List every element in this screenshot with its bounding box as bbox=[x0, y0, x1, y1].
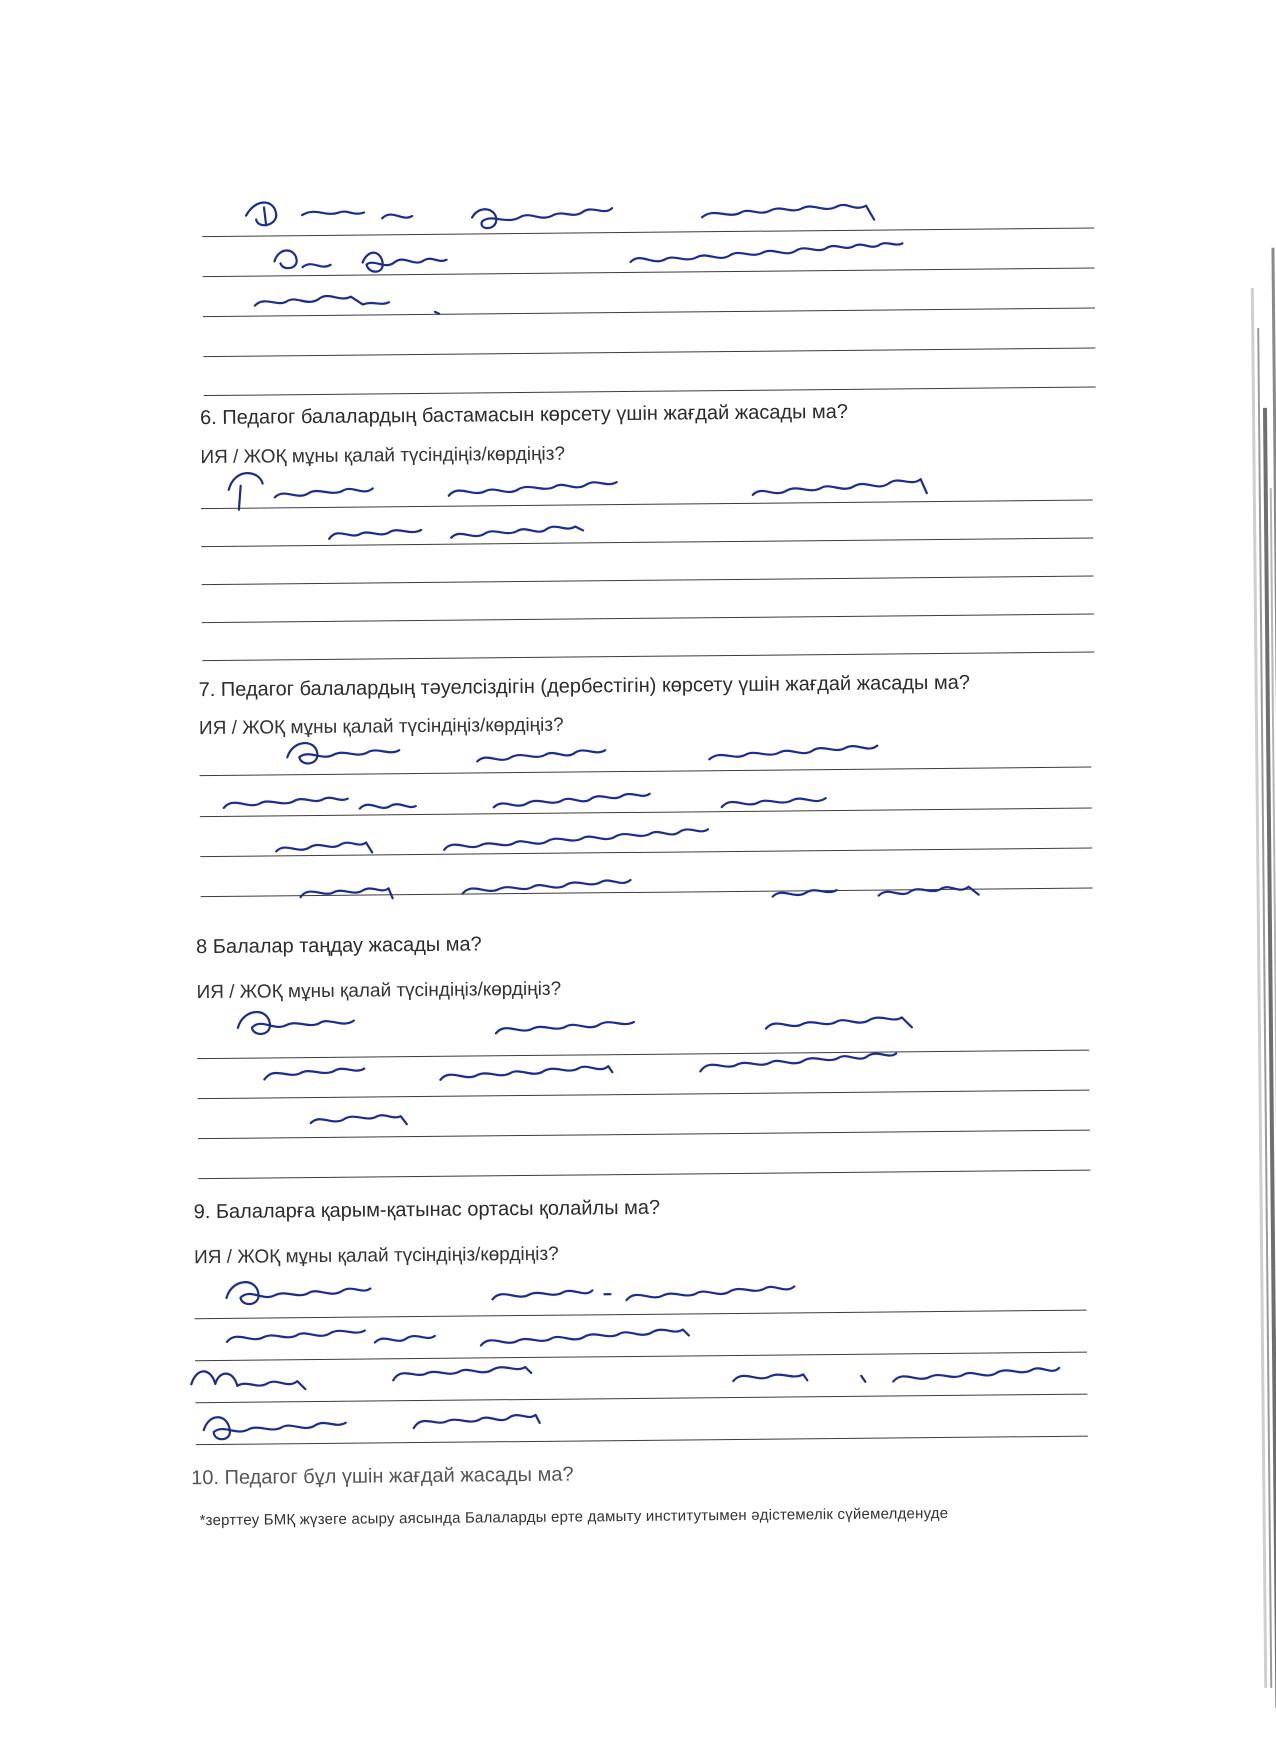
answer-line bbox=[200, 848, 1092, 858]
answer-line bbox=[202, 228, 1094, 238]
answer-line bbox=[195, 1352, 1087, 1362]
answer-line bbox=[203, 308, 1095, 318]
answer-line bbox=[196, 1436, 1088, 1446]
question-7-prompt: ИЯ / ЖОҚ мұны қалай түсіндіңіз/көрдіңіз? bbox=[198, 714, 564, 740]
question-9-prompt: ИЯ / ЖОҚ мұны қалай түсіндіңіз/көрдіңіз? bbox=[193, 1243, 559, 1269]
answer-line bbox=[201, 888, 1093, 898]
answer-line bbox=[195, 1394, 1087, 1404]
answer-line bbox=[201, 538, 1093, 548]
answer-line bbox=[198, 1170, 1090, 1180]
answer-line bbox=[204, 386, 1096, 396]
scan-edge-artifact bbox=[1228, 0, 1276, 1743]
answer-line bbox=[202, 614, 1094, 624]
answer-line bbox=[198, 1130, 1090, 1140]
footnote: *зерттеу БМҚ жүзеге асыру аясында Балаларды ерте дамыту институтымен әдістемелік сүйемелденуде bbox=[199, 1504, 949, 1530]
question-8: 8 Балалар таңдау жасады ма? bbox=[195, 933, 482, 959]
answer-line bbox=[203, 268, 1095, 278]
question-6: 6. Педагог балалардың бастамасын көрсету үшін жағдай жасады ма? bbox=[199, 400, 849, 430]
answer-line bbox=[202, 652, 1094, 662]
question-7: 7. Педагог балалардың тәуелсіздігін (дербестігін) көрсету үшін жағдай жасады ма? bbox=[198, 671, 971, 702]
answer-line bbox=[200, 808, 1092, 818]
answer-line bbox=[203, 348, 1095, 358]
answer-line bbox=[195, 1310, 1087, 1320]
question-8-prompt: ИЯ / ЖОҚ мұны қалай түсіндіңіз/көрдіңіз? bbox=[196, 978, 562, 1004]
answer-line bbox=[197, 1050, 1089, 1060]
answer-line bbox=[198, 1090, 1090, 1100]
answer-line bbox=[199, 767, 1091, 777]
answer-line bbox=[202, 576, 1094, 586]
question-9: 9. Балаларға қарым-қатынас ортасы қолайлы ма? bbox=[193, 1196, 661, 1224]
question-10: 10. Педагог бұл үшін жағдай жасады ма? bbox=[191, 1463, 574, 1490]
answer-line bbox=[201, 500, 1093, 510]
question-6-prompt: ИЯ / ЖОҚ мұны қалай түсіндіңіз/көрдіңіз? bbox=[200, 443, 566, 469]
